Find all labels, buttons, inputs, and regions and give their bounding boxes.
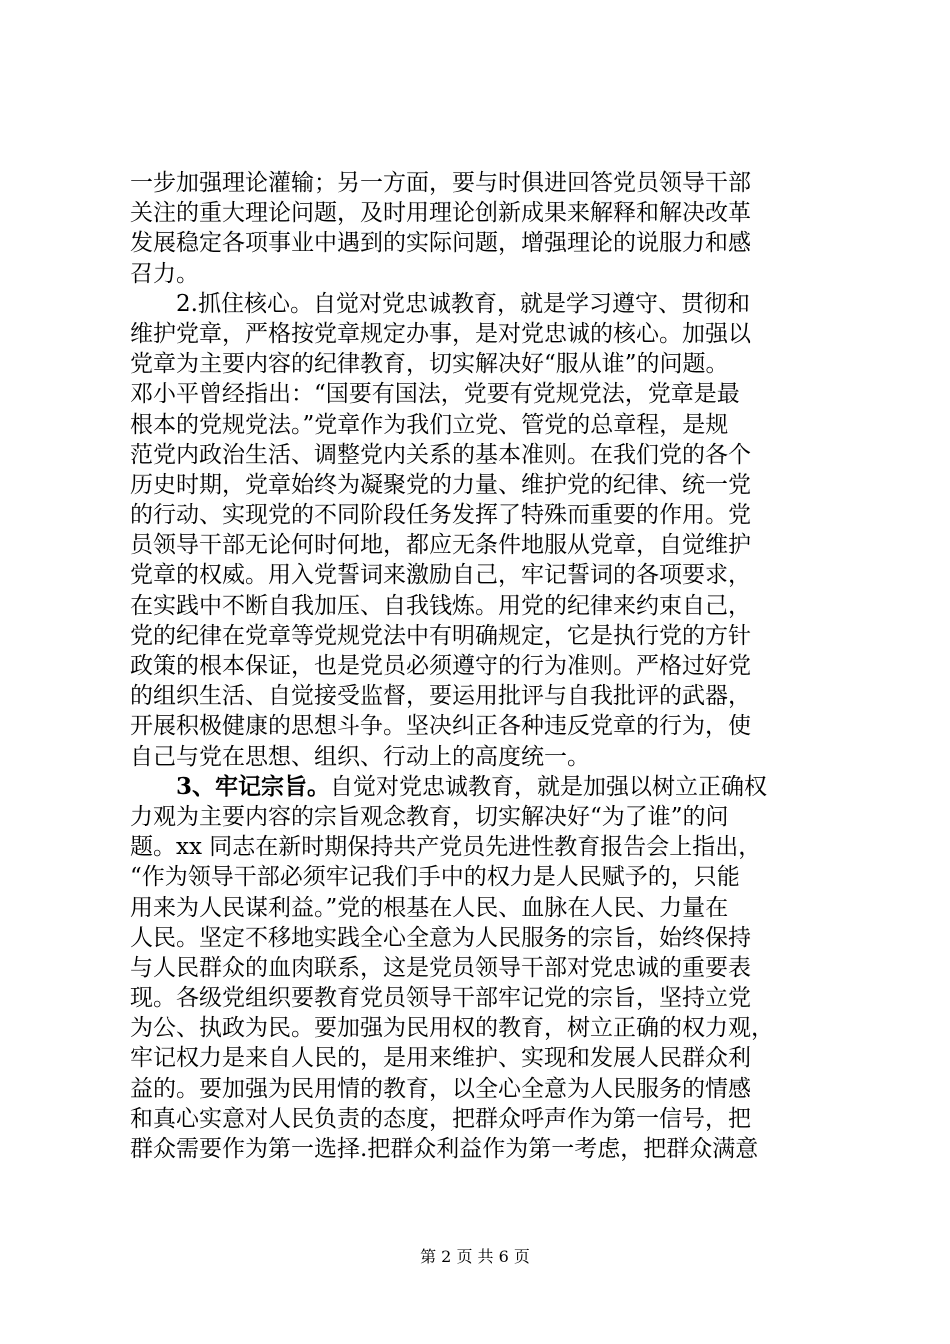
line-text: “作为领导干部必须牢记我们手中的权力是人民赋予的，只能 [130,864,740,891]
line-text: 维护党章，严格按党章规定办事，是对党忠诚的核心。加强以 [130,320,751,347]
text-line [130,470,840,500]
text-line [130,530,840,560]
text-line [130,591,840,621]
line-text: 党的纪律在党章等党规党法中有明确规定，它是执行党的方针 [130,622,751,649]
text-line [130,1013,840,1043]
line-text: 的组织生活、自觉接受监督，要运用批评与自我批评的武器， [130,683,751,710]
line-text: 邓小平曾经指出：“国要有国法，党要有党规党法，党章是最 [130,381,740,408]
document-body [130,168,840,1164]
text-line [130,862,840,892]
line-text: 政策的根本保证，也是党员必须遵守的行为准则。严格过好党 [130,653,751,679]
line-text: 用来为人民谋利益。”党的根基在人民、血脉在人民、力量在 [130,894,729,921]
text-line [130,198,840,228]
line-text: 与人民群众的血肉联系，这是党员领导干部对党忠诚的重要表 [130,954,751,981]
line-text: 益的。要加强为民用情的教育，以全心全意为人民服务的情感 [130,1075,751,1102]
line-text: 一步加强理论灌输；另一方面，要与时俱进回答党员领导干部 [130,170,751,196]
line-text: 党章为主要内容的纪律教育，切实解决好“服从谁”的问题。 [130,351,729,378]
line-text: 现。各级党组织要教育党员领导干部牢记党的宗旨，坚持立党 [130,985,751,1012]
section-heading: 3、牢记宗旨。 [176,772,331,800]
text-line [130,259,840,289]
line-text: 群众需要作为第一选择.把群众利益作为第一考虑，把群众满意 [130,1136,759,1162]
text-line [130,711,840,741]
line-text: 党章的权威。用入党誓词来激励自己，牢记誓词的各项要求， [130,562,751,589]
text-line [130,1104,840,1134]
line-text: 发展稳定各项事业中遇到的实际问题，增强理论的说服力和感 [130,230,751,257]
text-line [130,379,840,409]
line-text: 力观为主要内容的宗旨观念教育，切实解决好“为了谁”的问 [130,803,729,830]
text-line [130,500,840,530]
line-text: 人民。坚定不移地实践全心全意为人民服务的宗旨，始终保持 [130,924,751,951]
text-line [130,228,840,258]
text-line [130,983,840,1013]
text-line [130,168,840,198]
text-line [130,651,840,681]
text-line [130,319,840,349]
text-line [130,1043,840,1073]
text-line [130,832,840,862]
line-text: 在实践中不断自我加压、自我钱炼。用党的纪律来约束自己， [130,592,751,619]
line-text: 的行动、实现党的不同阶段任务发挥了特殊而重要的作用。党 [130,502,751,529]
line-text: 根本的党规党法。”党章作为我们立党、管党的总章程，是规 [130,411,729,438]
text-line [130,349,840,379]
text-line [130,772,840,802]
text-line [130,560,840,590]
line-text: 历史时期，党章始终为凝聚党的力量、维护党的纪律、统一党 [130,471,751,498]
text-line [130,440,840,470]
line-text: 题。xx 同志在新时期保持共产党员先进性教育报告会上指出， [130,834,762,861]
line-text: 牢记权力是来自人民的，是用来维护、实现和发展人民群众利 [130,1045,751,1072]
line-text: 召力。 [130,260,199,287]
text-line [130,681,840,711]
line-text: 关注的重大理论问题，及时用理论创新成果来解释和解决改革 [130,200,751,227]
line-text: 为公、执政为民。要加强为民用权的教育，树立正确的权力观， [130,1015,774,1042]
line-text: 自觉对党忠诚教育，就是加强以树立正确权 [330,773,768,800]
text-line [130,1134,840,1164]
page-footer: 第 2 页 共 6 页 [420,1247,530,1266]
line-text: 范党内政治生活、调整党内关系的基本准则。在我们党的各个 [130,441,751,468]
line-text: 和真心实意对人民负责的态度，把群众呼声作为第一信号，把 [130,1105,751,1132]
text-line [130,953,840,983]
line-text: 自己与党在思想、组织、行动上的高度统一。 [130,743,590,770]
line-text: 员领导干部无论何时何地，都应无条件地服从党章，自觉维护 [130,532,751,559]
text-line [130,410,840,440]
text-line [130,802,840,832]
line-text: 2.抓住核心。自觉对党忠诚教育，就是学习遵守、贯彻和 [176,290,750,317]
text-line [130,893,840,923]
text-line [130,1074,840,1104]
text-line [130,289,840,319]
line-text: 开展积极健康的思想斗争。坚决纠正各种违反党章的行为，使 [130,713,751,740]
text-line [130,923,840,953]
text-line [130,621,840,651]
text-line [130,742,840,772]
